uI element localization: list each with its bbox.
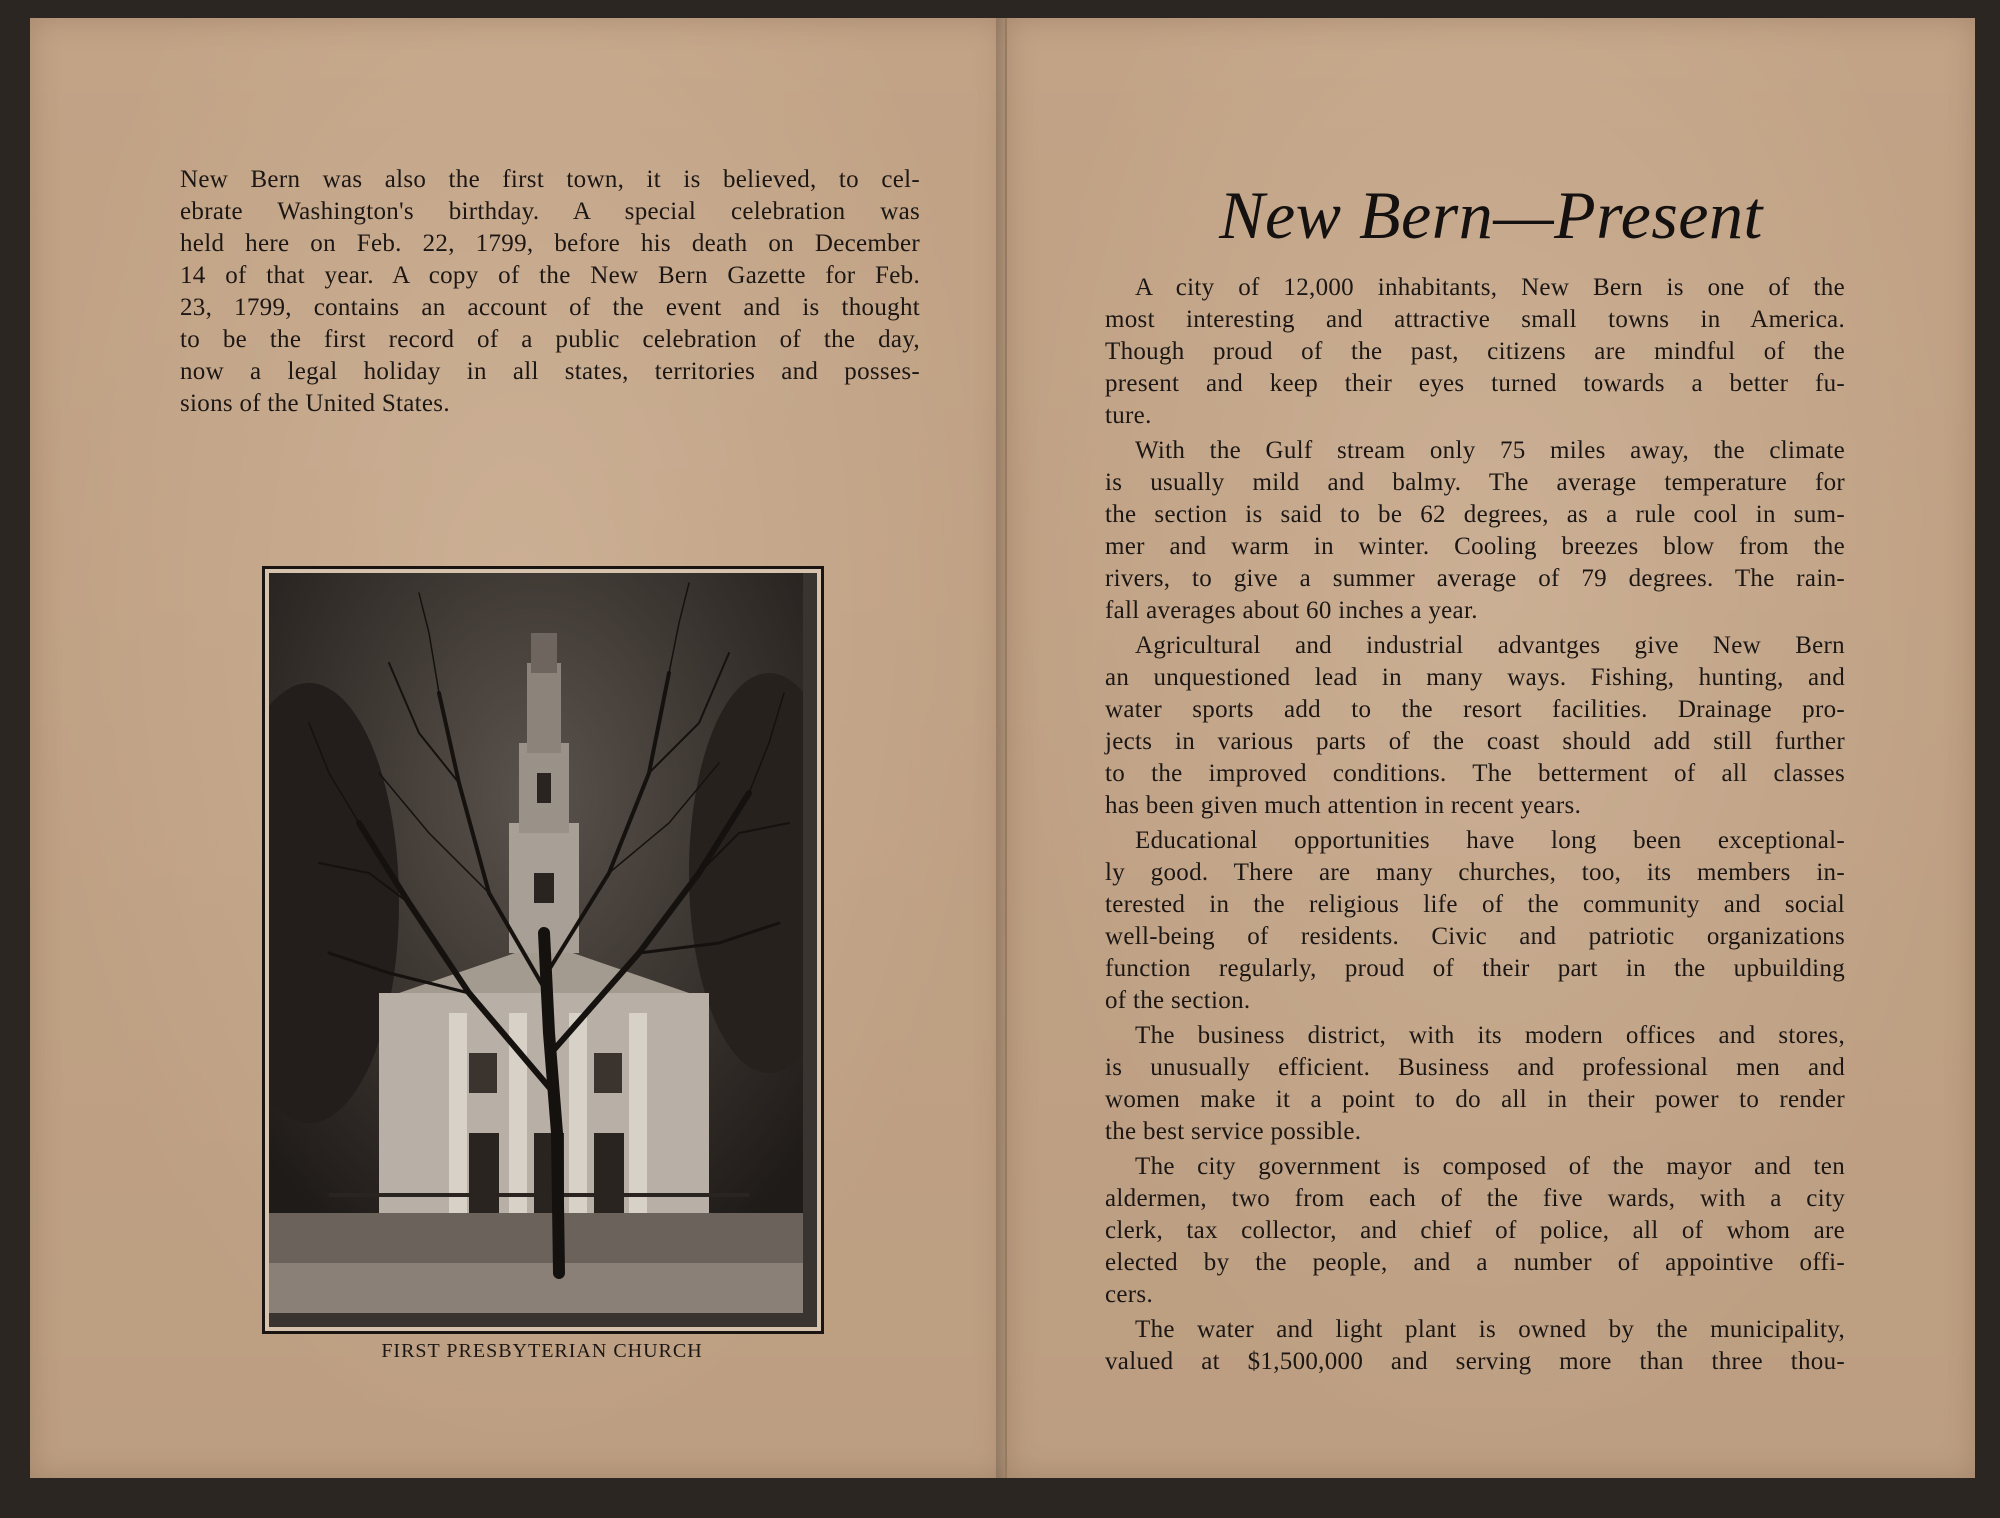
text-line: the section is said to be 62 degrees, as a rule cool in sum- — [1105, 501, 1845, 528]
text-line: is usually mild and balmy. The average temperature for — [1105, 469, 1845, 496]
photo-caption: FIRST PRESBYTERIAN CHURCH — [381, 1340, 703, 1362]
church-illustration — [269, 573, 803, 1313]
paragraph — [1105, 825, 1845, 1017]
text-line: mer and warm in winter. Cooling breezes blow from the — [1105, 533, 1845, 560]
text-line: New Bern was also the first town, it is believed, to cel- — [180, 166, 920, 193]
text-line: 14 of that year. A copy of the New Bern Gazette for Feb. — [180, 262, 920, 289]
page-title: New Bern—Present — [1219, 177, 1763, 253]
text-line: present and keep their eyes turned towards a better fu- — [1105, 370, 1845, 397]
text-line: terested in the religious life of the community and social — [1105, 891, 1845, 918]
text-line: The water and light plant is owned by the municipality, — [1135, 1316, 1845, 1343]
text-line: ture. — [1105, 402, 1152, 429]
paragraph — [1105, 1151, 1845, 1311]
text-line: women make it a point to do all in their power to render — [1105, 1086, 1845, 1113]
text-line: of the section. — [1105, 987, 1251, 1014]
paragraph — [1105, 272, 1845, 432]
church-photo — [262, 566, 824, 1334]
text-line: The city government is composed of the mayor and ten — [1135, 1153, 1845, 1180]
text-line: 23, 1799, contains an account of the event and is thought — [180, 294, 920, 321]
text-line: function regularly, proud of their part in the upbuilding — [1105, 955, 1845, 982]
text-line: is unusually efficient. Business and professional men and — [1105, 1054, 1845, 1081]
text-line: cers. — [1105, 1281, 1153, 1308]
text-line: well-being of residents. Civic and patriotic organizations — [1105, 923, 1845, 950]
text-line: aldermen, two from each of the five wards, with a city — [1105, 1185, 1845, 1212]
text-line: Agricultural and industrial advantges give New Bern — [1135, 632, 1845, 659]
text-line: most interesting and attractive small towns in America. — [1105, 306, 1845, 333]
text-line: A city of 12,000 inhabitants, New Bern is one of the — [1135, 274, 1845, 301]
text-line: sions of the United States. — [180, 390, 450, 417]
text-line: rivers, to give a summer average of 79 degrees. The rain- — [1105, 565, 1845, 592]
text-line: With the Gulf stream only 75 miles away, the climate — [1135, 437, 1845, 464]
text-line: an unquestioned lead in many ways. Fishing, hunting, and — [1105, 664, 1845, 691]
text-line: water sports add to the resort facilities. Drainage pro- — [1105, 696, 1845, 723]
text-line: elected by the people, and a number of appointive offi- — [1105, 1249, 1845, 1276]
paragraph — [1105, 1020, 1845, 1148]
text-line: Though proud of the past, citizens are mindful of the — [1105, 338, 1845, 365]
paragraph — [1105, 1314, 1845, 1378]
left-paragraph — [180, 164, 920, 420]
right-page — [1007, 18, 1975, 1478]
text-line: Educational opportunities have long been exceptional- — [1135, 827, 1845, 854]
text-line: now a legal holiday in all states, territories and posses- — [180, 358, 920, 385]
text-line: valued at $1,500,000 and serving more than three thou- — [1105, 1348, 1845, 1375]
text-line: has been given much attention in recent years. — [1105, 792, 1582, 819]
text-line: jects in various parts of the coast should add still further — [1105, 728, 1845, 755]
text-line: to the improved conditions. The betterment of all classes — [1105, 760, 1845, 787]
paragraph — [1105, 630, 1845, 822]
text-line: to be the first record of a public celebration of the day, — [180, 326, 920, 353]
right-article — [1105, 272, 1845, 1381]
text-line: fall averages about 60 inches a year. — [1105, 597, 1478, 624]
text-line: the best service possible. — [1105, 1118, 1362, 1145]
left-page — [30, 18, 1007, 1478]
text-line: ly good. There are many churches, too, its members in- — [1105, 859, 1845, 886]
text-line: ebrate Washington's birthday. A special celebration was — [180, 198, 920, 225]
text-line: clerk, tax collector, and chief of police, all of whom are — [1105, 1217, 1845, 1244]
text-line: The business district, with its modern offices and stores, — [1135, 1022, 1845, 1049]
text-line: held here on Feb. 22, 1799, before his death on December — [180, 230, 920, 257]
paragraph — [1105, 435, 1845, 627]
